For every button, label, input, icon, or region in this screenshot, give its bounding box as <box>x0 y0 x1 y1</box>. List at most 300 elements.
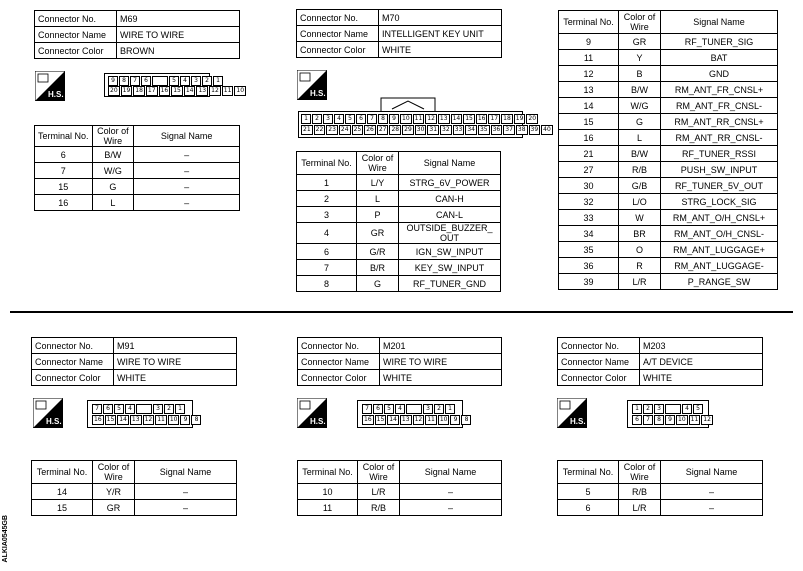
signal-name: STRG_LOCK_SIG <box>661 194 778 210</box>
pin-cavity: 26 <box>366 126 374 133</box>
lock-slot <box>665 404 681 414</box>
table-row <box>35 163 240 179</box>
pin-cavity: 16 <box>160 87 169 94</box>
pin-cavity: 1 <box>632 404 642 414</box>
table-row <box>297 260 501 276</box>
terminal-no: 5 <box>558 484 619 500</box>
color-header: Color of Wire <box>619 11 661 34</box>
m201-connector-info <box>297 337 502 386</box>
pin-cavity: 36 <box>492 126 501 133</box>
pin-cavity: 6 <box>103 404 113 414</box>
terminal-header: Terminal No. <box>298 461 358 484</box>
terminal-no: 12 <box>559 66 619 82</box>
wire-color: L <box>619 130 661 146</box>
pin-cavity: 8 <box>378 114 388 124</box>
terminal-no: 2 <box>297 191 357 207</box>
signal-name: RM_ANT_RR_CNSL- <box>661 130 778 146</box>
table-row <box>558 484 763 500</box>
terminal-no: 30 <box>559 178 619 194</box>
connector-color-value: WHITE <box>114 370 237 386</box>
pin-cavity: 22 <box>315 126 324 133</box>
signal-name: GND <box>661 66 778 82</box>
pin-cavity: 1 <box>175 404 185 414</box>
wire-color: GR <box>357 223 399 244</box>
pin-cavity: 16 <box>477 115 486 122</box>
connector-name-value: WIRE TO WIRE <box>117 27 240 43</box>
pin-cavity: 14 <box>452 115 461 122</box>
m70-continued-signal-table <box>558 10 778 290</box>
pin-cavity: 20 <box>528 115 537 122</box>
connector-name-value: WIRE TO WIRE <box>380 354 502 370</box>
pin-cavity: 8 <box>119 76 129 86</box>
signal-name: RM_ANT_FR_CNSL- <box>661 98 778 114</box>
table-row <box>559 210 778 226</box>
pin-cavity: 12 <box>427 115 435 122</box>
terminal-header: Terminal No. <box>297 152 357 175</box>
pin-cavity: 3 <box>654 404 664 414</box>
terminal-no: 21 <box>559 146 619 162</box>
m203-signal-table <box>557 460 763 516</box>
pin-cavity: 5 <box>345 114 355 124</box>
lock-slot <box>136 404 152 414</box>
signal-name: – <box>134 163 240 179</box>
pin-cavity: 32 <box>442 126 450 133</box>
pin-cavity: 4 <box>180 76 190 86</box>
signal-name: BAT <box>661 50 778 66</box>
signal-name: RM_ANT_FR_CNSL+ <box>661 82 778 98</box>
pin-cavity: 1 <box>213 76 223 86</box>
terminal-no: 16 <box>559 130 619 146</box>
hs-label: H.S. <box>48 90 64 99</box>
connector-name-label: Connector Name <box>558 354 640 370</box>
signal-name: RM_ANT_RR_CNSL+ <box>661 114 778 130</box>
pin-cavity: 12 <box>703 416 711 423</box>
pin-cavity: 19 <box>515 115 524 122</box>
pin-cavity: 9 <box>665 415 675 425</box>
signal-name: STRG_6V_POWER <box>399 175 501 191</box>
lock-slot <box>406 404 422 414</box>
color-header: Color of Wire <box>357 152 399 175</box>
pin-cavity: 40 <box>543 126 551 133</box>
hs-icon <box>35 71 65 101</box>
table-row <box>297 244 501 260</box>
table-row <box>32 500 237 516</box>
signal-name: RF_TUNER_GND <box>399 276 501 292</box>
pin-cavity: 25 <box>353 126 362 133</box>
pin-cavity: 20 <box>110 87 118 94</box>
terminal-header: Terminal No. <box>559 11 619 34</box>
hs-icon <box>557 398 587 428</box>
table-row <box>35 147 240 163</box>
pin-cavity: 33 <box>454 126 463 133</box>
pin-cavity: 6 <box>632 415 642 425</box>
pin-cavity: 6 <box>373 404 383 414</box>
pin-cavity: 3 <box>323 114 333 124</box>
connector-name-value: WIRE TO WIRE <box>114 354 237 370</box>
m69-connector-info <box>34 10 240 59</box>
terminal-no: 7 <box>297 260 357 276</box>
pin-cavity: 12 <box>211 87 219 94</box>
terminal-no: 15 <box>559 114 619 130</box>
pin-cavity: 31 <box>429 126 438 133</box>
signal-header: Signal Name <box>661 461 763 484</box>
wire-color: R <box>619 258 661 274</box>
terminal-no: 14 <box>559 98 619 114</box>
wire-color: B <box>619 66 661 82</box>
wire-color: G/R <box>357 244 399 260</box>
table-row <box>297 207 501 223</box>
connector-name-value: A/T DEVICE <box>640 354 763 370</box>
wire-color: O <box>619 242 661 258</box>
terminal-no: 39 <box>559 274 619 290</box>
m201-signal-table <box>297 460 502 516</box>
pin-cavity: 8 <box>654 415 664 425</box>
terminal-no: 13 <box>559 82 619 98</box>
m203-connector-face <box>627 400 709 428</box>
wire-color: B/W <box>92 147 134 163</box>
pin-cavity: 18 <box>135 87 143 94</box>
pin-cavity: 10 <box>678 416 686 423</box>
wire-color: P <box>357 207 399 223</box>
wire-color: L/R <box>358 484 400 500</box>
terminal-no: 4 <box>297 223 357 244</box>
lock-slot <box>152 76 168 86</box>
table-row <box>35 179 240 195</box>
m69-connector-face <box>104 73 245 97</box>
signal-name: RF_TUNER_5V_OUT <box>661 178 778 194</box>
pin-cavity: 3 <box>153 404 163 414</box>
connector-color-value: BROWN <box>117 43 240 59</box>
terminal-no: 14 <box>32 484 93 500</box>
signal-header: Signal Name <box>135 461 237 484</box>
terminal-no: 7 <box>35 163 93 179</box>
pin-cavity: 11 <box>157 416 165 423</box>
pin-cavity: 7 <box>362 404 372 414</box>
signal-name: CAN-L <box>399 207 501 223</box>
terminal-header: Terminal No. <box>32 461 93 484</box>
pin-cavity: 7 <box>92 404 102 414</box>
connector-color-label: Connector Color <box>35 43 117 59</box>
terminal-no: 36 <box>559 258 619 274</box>
pin-cavity: 9 <box>108 76 118 86</box>
pin-cavity: 1 <box>445 404 455 414</box>
signal-name: – <box>135 500 237 516</box>
wire-color: R/B <box>358 500 400 516</box>
pin-cavity: 11 <box>690 416 699 423</box>
signal-name: – <box>400 500 502 516</box>
wire-color: BR <box>619 226 661 242</box>
pin-cavity: 10 <box>236 87 245 94</box>
connector-no-label: Connector No. <box>32 338 114 354</box>
pin-cavity: 11 <box>427 416 435 423</box>
table-row <box>559 242 778 258</box>
hs-label: H.S. <box>310 89 326 98</box>
terminal-no: 27 <box>559 162 619 178</box>
signal-name: – <box>134 179 240 195</box>
signal-name: – <box>134 195 240 211</box>
color-header: Color of Wire <box>358 461 400 484</box>
table-row <box>559 226 778 242</box>
hs-icon <box>33 398 63 428</box>
pin-cavity: 9 <box>450 415 460 425</box>
signal-name: RM_ANT_LUGGAGE+ <box>661 242 778 258</box>
section-divider <box>10 311 793 313</box>
m91-connector-face <box>87 400 199 428</box>
pin-cavity: 7 <box>367 114 377 124</box>
wire-color: GR <box>619 34 661 50</box>
table-row <box>559 130 778 146</box>
connector-no-value: M203 <box>640 338 763 354</box>
terminal-no: 11 <box>559 50 619 66</box>
signal-header: Signal Name <box>134 126 240 147</box>
wire-color: G/B <box>619 178 661 194</box>
wire-color: G <box>92 179 134 195</box>
table-row <box>559 162 778 178</box>
pin-cavity: 5 <box>169 76 179 86</box>
wire-color: W <box>619 210 661 226</box>
terminal-no: 33 <box>559 210 619 226</box>
signal-name: – <box>400 484 502 500</box>
wire-color: R/B <box>619 162 661 178</box>
table-row <box>559 258 778 274</box>
wire-color: W/G <box>619 98 661 114</box>
pin-cavity: 3 <box>423 404 433 414</box>
pin-cavity: 12 <box>144 416 153 423</box>
pin-cavity: 13 <box>439 115 448 122</box>
pin-cavity: 4 <box>395 404 405 414</box>
signal-name: – <box>135 484 237 500</box>
pin-cavity: 2 <box>434 404 444 414</box>
connector-color-value: WHITE <box>640 370 763 386</box>
pin-cavity: 5 <box>114 404 124 414</box>
connector-name-label: Connector Name <box>297 26 379 42</box>
pin-cavity: 11 <box>223 87 232 94</box>
m70-connector-face <box>298 111 551 138</box>
wire-color: G <box>619 114 661 130</box>
pin-cavity: 16 <box>94 416 102 423</box>
pin-cavity: 6 <box>141 76 151 86</box>
pin-cavity: 1 <box>301 114 311 124</box>
pin-cavity: 8 <box>461 415 471 425</box>
terminal-no: 8 <box>297 276 357 292</box>
wire-color: L/R <box>619 500 661 516</box>
wire-color: W/G <box>92 163 134 179</box>
pin-cavity: 9 <box>389 114 399 124</box>
pin-cavity: 3 <box>191 76 201 86</box>
connector-name-label: Connector Name <box>32 354 114 370</box>
pin-cavity: 14 <box>185 87 194 94</box>
terminal-no: 15 <box>35 179 93 195</box>
m91-signal-table <box>31 460 237 516</box>
signal-name: RF_TUNER_SIG <box>661 34 778 50</box>
signal-name: RM_ANT_LUGGAGE- <box>661 258 778 274</box>
signal-name: – <box>661 500 763 516</box>
connector-color-label: Connector Color <box>298 370 380 386</box>
pin-cavity: 10 <box>402 115 410 122</box>
signal-name: RF_TUNER_RSSI <box>661 146 778 162</box>
pin-cavity: 37 <box>505 126 513 133</box>
pin-cavity: 15 <box>376 416 385 423</box>
connector-no-label: Connector No. <box>297 10 379 26</box>
pin-cavity: 11 <box>414 115 423 122</box>
terminal-no: 3 <box>297 207 357 223</box>
terminal-header: Terminal No. <box>35 126 93 147</box>
pin-cavity: 7 <box>130 76 140 86</box>
wire-color: Y/R <box>93 484 135 500</box>
wire-color: L <box>357 191 399 207</box>
table-row <box>559 194 778 210</box>
pin-cavity: 19 <box>122 87 131 94</box>
pin-cavity: 13 <box>401 416 410 423</box>
signal-name: – <box>134 147 240 163</box>
wire-color: L/R <box>619 274 661 290</box>
connector-no-label: Connector No. <box>558 338 640 354</box>
pin-cavity: 14 <box>389 416 397 423</box>
pin-cavity: 16 <box>364 416 372 423</box>
pin-cavity: 13 <box>131 416 140 423</box>
terminal-no: 15 <box>32 500 93 516</box>
pin-cavity: 17 <box>147 87 156 94</box>
pin-cavity: 9 <box>180 415 190 425</box>
terminal-no: 16 <box>35 195 93 211</box>
connector-no-label: Connector No. <box>35 11 117 27</box>
table-row <box>559 98 778 114</box>
connector-color-label: Connector Color <box>558 370 640 386</box>
table-row <box>559 114 778 130</box>
pin-cavity: 2 <box>202 76 212 86</box>
terminal-no: 6 <box>558 500 619 516</box>
connector-color-label: Connector Color <box>297 42 379 58</box>
m70-connector-info <box>296 9 502 58</box>
pin-cavity: 2 <box>312 114 322 124</box>
m70-signal-table <box>296 151 501 292</box>
table-row <box>297 276 501 292</box>
signal-name: CAN-H <box>399 191 501 207</box>
pin-cavity: 4 <box>682 404 692 414</box>
pin-cavity: 4 <box>125 404 135 414</box>
wire-color: L <box>92 195 134 211</box>
signal-name: KEY_SW_INPUT <box>399 260 501 276</box>
pin-cavity: 4 <box>334 114 344 124</box>
terminal-no: 34 <box>559 226 619 242</box>
pin-cavity: 23 <box>328 126 336 133</box>
hs-label: H.S. <box>46 417 62 426</box>
table-row <box>558 500 763 516</box>
signal-name: PUSH_SW_INPUT <box>661 162 778 178</box>
pin-cavity: 15 <box>465 115 473 122</box>
table-row <box>559 274 778 290</box>
table-row <box>559 34 778 50</box>
table-row <box>297 191 501 207</box>
pin-cavity: 2 <box>164 404 174 414</box>
pin-cavity: 6 <box>356 114 366 124</box>
pin-cavity: 7 <box>643 415 653 425</box>
pin-cavity: 29 <box>404 126 412 133</box>
connector-name-label: Connector Name <box>35 27 117 43</box>
connector-color-label: Connector Color <box>32 370 114 386</box>
pin-cavity: 18 <box>503 115 511 122</box>
connector-color-value: WHITE <box>379 42 502 58</box>
terminal-no: 32 <box>559 194 619 210</box>
pin-cavity: 24 <box>340 126 349 133</box>
table-row <box>559 82 778 98</box>
pin-cavity: 34 <box>467 126 475 133</box>
wire-color: B/W <box>619 146 661 162</box>
pin-cavity: 35 <box>479 126 488 133</box>
pin-cavity: 10 <box>169 416 178 423</box>
pin-cavity: 12 <box>414 416 423 423</box>
wire-color: B/W <box>619 82 661 98</box>
terminal-no: 6 <box>297 244 357 260</box>
terminal-header: Terminal No. <box>558 461 619 484</box>
wire-color: G <box>357 276 399 292</box>
terminal-no: 9 <box>559 34 619 50</box>
table-row <box>559 50 778 66</box>
connector-no-value: M69 <box>117 11 240 27</box>
table-row <box>297 175 501 191</box>
pin-cavity: 28 <box>391 126 400 133</box>
pin-cavity: 27 <box>378 126 387 133</box>
pin-cavity: 2 <box>643 404 653 414</box>
pin-cavity: 8 <box>191 415 201 425</box>
table-row <box>298 500 502 516</box>
color-header: Color of Wire <box>93 461 135 484</box>
terminal-no: 6 <box>35 147 93 163</box>
table-row <box>559 146 778 162</box>
connector-no-label: Connector No. <box>298 338 380 354</box>
wire-color: L/Y <box>357 175 399 191</box>
pin-cavity: 10 <box>439 416 448 423</box>
pin-cavity: 21 <box>303 126 311 133</box>
table-row <box>298 484 502 500</box>
hs-label: H.S. <box>570 417 586 426</box>
connector-no-value: M70 <box>379 10 502 26</box>
hs-icon <box>297 70 327 100</box>
connector-no-value: M201 <box>380 338 502 354</box>
pin-cavity: 15 <box>106 416 115 423</box>
pin-cavity: 15 <box>173 87 181 94</box>
color-header: Color of Wire <box>619 461 661 484</box>
terminal-no: 1 <box>297 175 357 191</box>
signal-name: P_RANGE_SW <box>661 274 778 290</box>
wire-color: L/O <box>619 194 661 210</box>
wire-color: B/R <box>357 260 399 276</box>
table-row <box>559 178 778 194</box>
m69-signal-table <box>34 125 240 211</box>
hs-icon <box>297 398 327 428</box>
signal-header: Signal Name <box>400 461 502 484</box>
connector-no-value: M91 <box>114 338 237 354</box>
color-header: Color of Wire <box>92 126 134 147</box>
pin-cavity: 30 <box>416 126 425 133</box>
signal-name: IGN_SW_INPUT <box>399 244 501 260</box>
pin-cavity: 17 <box>490 115 499 122</box>
signal-name: – <box>661 484 763 500</box>
signal-name: OUTSIDE_BUZZER_ OUT <box>399 223 501 244</box>
figure-id: ALKIA0545GB <box>2 515 9 563</box>
pin-cavity: 38 <box>517 126 526 133</box>
table-row <box>35 195 240 211</box>
wire-color: R/B <box>619 484 661 500</box>
terminal-no: 11 <box>298 500 358 516</box>
signal-header: Signal Name <box>399 152 501 175</box>
pin-cavity: 39 <box>530 126 539 133</box>
pin-cavity: 5 <box>384 404 394 414</box>
connector-name-label: Connector Name <box>298 354 380 370</box>
table-row <box>32 484 237 500</box>
connector-name-value: INTELLIGENT KEY UNIT <box>379 26 502 42</box>
table-row <box>559 66 778 82</box>
